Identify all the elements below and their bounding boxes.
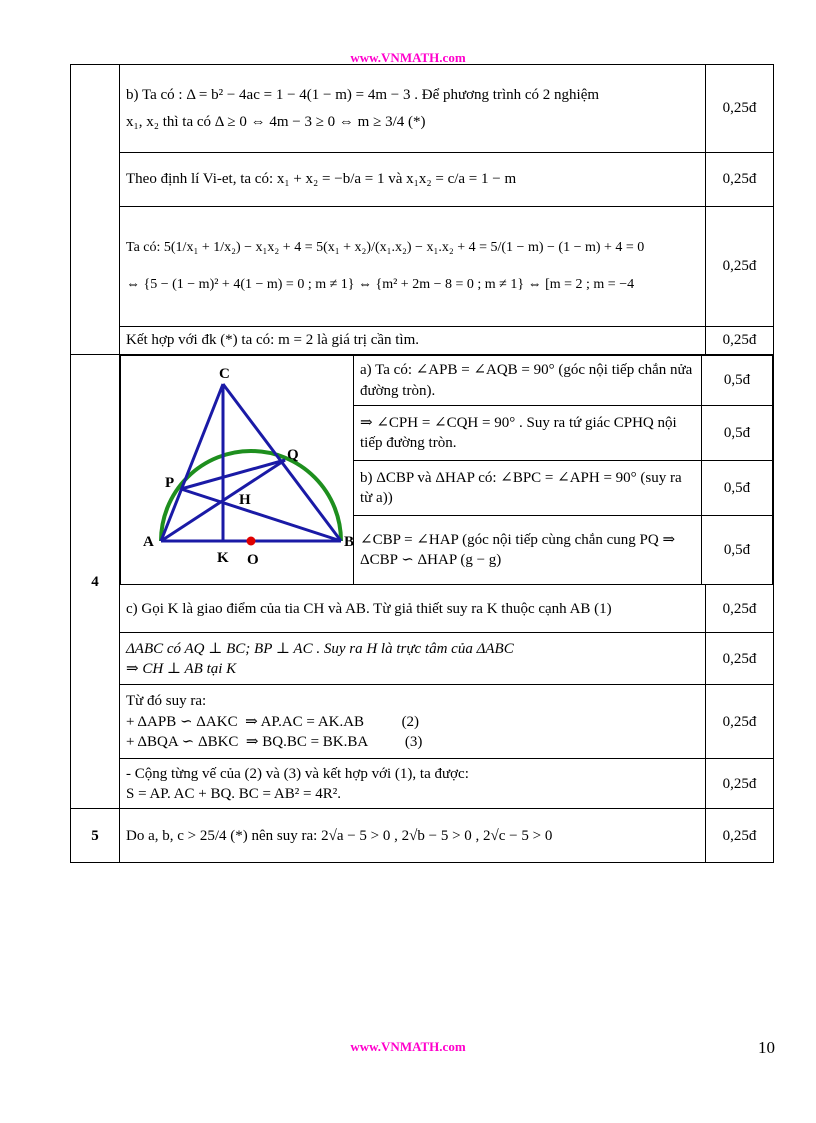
q4c3-line2: + ΔAPB ∽ ΔAKC ⇒ AP.AC = AK.AB (2) xyxy=(126,713,420,730)
q4c1-text: c) Gọi K là giao điểm của tia CH và AB. Từ giả thiết suy ra K thuộc cạnh AB (1) xyxy=(120,585,706,633)
q3d-score: 0,25đ xyxy=(706,207,774,327)
q3b-line1: b) Ta có : Δ = b² − 4ac = 1 − 4(1 − m) = 4m − 3 . Để phương trình có 2 nghiệm xyxy=(126,87,600,104)
q3d-text xyxy=(120,207,706,327)
label-a: A xyxy=(143,534,154,550)
q4c4-line2: S = AP. AC + BQ. BC = AB² = 4R². xyxy=(126,785,341,802)
q4a1-score: 0,5đ xyxy=(702,356,773,406)
geometry-figure xyxy=(121,356,354,585)
q3d-line1: Ta có: 5(1/x₁ + 1/x₂) − x₁x₂ + 4 = 5(x₁ + x₂)/(x₁.x₂) − x₁.x₂ + 4 = 5/(1 − m) − (1 − m) + 4 = 0 xyxy=(126,239,645,255)
q3c-score: 0,25đ xyxy=(706,153,774,207)
q4b1-score: 0,5đ xyxy=(702,461,773,516)
segment-pq xyxy=(181,460,285,489)
q3e-text: Kết hợp với đk (*) ta có: m = 2 là giá trị cần tìm. xyxy=(120,327,706,355)
question-number-4: 4 xyxy=(71,355,120,809)
q4c4-score: 0,25đ xyxy=(706,759,774,809)
triangle-figure xyxy=(121,356,353,578)
q4c4-text xyxy=(120,759,706,809)
label-h: H xyxy=(239,492,251,508)
label-b: B xyxy=(344,534,355,550)
q3c-text: Theo định lí Vi-et, ta có: x₁ + x₂ = −b/a = 1 và x₁x₂ = c/a = 1 − m xyxy=(120,153,706,207)
q4c2-line2: ⇒ CH ⊥ AB tại K xyxy=(126,660,237,677)
header-watermark: www.VNMATH.com xyxy=(350,50,466,65)
q3b-line2: x₁, x₂ thì ta có Δ ≥ 0 ⇔ 4m − 3 ≥ 0 ⇔ m ≥ 3/4 (*) xyxy=(126,113,426,130)
question-number-3 xyxy=(71,65,120,355)
segment-ac xyxy=(161,384,223,541)
label-q: Q xyxy=(287,447,299,463)
q4b2-score: 0,5đ xyxy=(702,516,773,585)
q4b1-text: b) ΔCBP và ΔHAP có: ∠BPC = ∠APH = 90° (suy ra từ a)) xyxy=(354,461,702,516)
center-point-o xyxy=(247,537,256,546)
q5-score: 0,25đ xyxy=(706,809,774,863)
q5-text: Do a, b, c > 25/4 (*) nên suy ra: 2√a − 5 > 0 , 2√b − 5 > 0 , 2√c − 5 > 0 xyxy=(120,809,706,863)
q4c4-line1: - Cộng từng vế của (2) và (3) và kết hợp với (1), ta được: xyxy=(126,765,469,782)
q4c3-text xyxy=(120,685,706,759)
q4c3-score: 0,25đ xyxy=(706,685,774,759)
label-c: C xyxy=(219,366,230,382)
q4b2-text: ∠CBP = ∠HAP (góc nội tiếp cùng chắn cung PQ ⇒ ΔCBP ∽ ΔHAP (g − g) xyxy=(354,516,702,585)
q4a2-text: ⇒ ∠CPH = ∠CQH = 90° . Suy ra tứ giác CPHQ nội tiếp đường tròn. xyxy=(354,406,702,461)
q3b-text xyxy=(120,65,706,153)
q4c1-score: 0,25đ xyxy=(706,585,774,633)
q4c3-line3: + ΔBQA ∽ ΔBKC ⇒ BQ.BC = BK.BA (3) xyxy=(126,733,423,750)
q4a2-score: 0,5đ xyxy=(702,406,773,461)
q4c2-text xyxy=(120,633,706,685)
footer-watermark: www.VNMATH.com xyxy=(350,1039,466,1054)
q3d-line2: ⇔ {5 − (1 − m)² + 4(1 − m) = 0 ; m ≠ 1} ⇔ {m² + 2m − 8 = 0 ; m ≠ 1} ⇔ [m = 2 ; m = −4 xyxy=(126,276,635,292)
q3b-score: 0,25đ xyxy=(706,65,774,153)
q3e-score: 0,25đ xyxy=(706,327,774,355)
semicircle-arc xyxy=(161,451,341,541)
label-p: P xyxy=(165,475,175,491)
q4c3-line1: Từ đó suy ra: xyxy=(126,693,207,710)
question-number-5: 5 xyxy=(71,809,120,863)
label-o: O xyxy=(247,552,259,568)
segment-bp xyxy=(181,489,341,541)
q4a1-text: a) Ta có: ∠APB = ∠AQB = 90° (góc nội tiếp chắn nửa đường tròn). xyxy=(354,356,702,406)
page-number: 10 xyxy=(758,1038,775,1057)
answer-table xyxy=(70,64,774,863)
q4c2-line1: ΔABC có AQ ⊥ BC; BP ⊥ AC . Suy ra H là trực tâm của ΔABC xyxy=(126,640,514,657)
q4c2-score: 0,25đ xyxy=(706,633,774,685)
label-k: K xyxy=(217,550,229,566)
